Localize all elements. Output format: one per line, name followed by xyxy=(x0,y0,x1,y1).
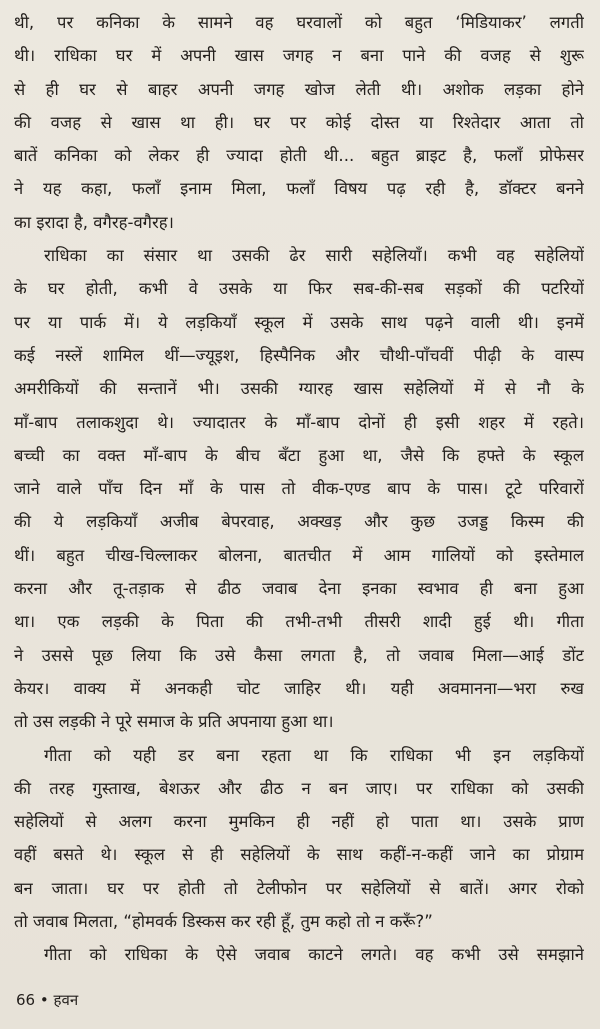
text-line: बातें कनिका को लेकर ही ज्यादा होती थी... बहुत ब्राइट है, फलाँ प्रोफेसर xyxy=(14,146,584,166)
text-line: गीता को यही डर बना रहता था कि राधिका भी इन लड़कियों xyxy=(44,745,584,765)
text-line: माँ-बाप तलाकशुदा थे। ज्यादातर के माँ-बाप दोनों ही इसी शहर में रहते। xyxy=(14,412,584,432)
paragraph xyxy=(14,938,584,971)
page-number: 66 xyxy=(16,991,36,1009)
text-line: की तरह गुस्ताख, बेशऊर और ढीठ न बन जाए। पर राधिका को उसकी xyxy=(14,778,584,798)
body-text xyxy=(14,6,584,972)
text-line: केयर। वाक्य में अनकही चोट जाहिर थी। यही अवमानना—भरा रुख xyxy=(14,678,584,698)
text-line: से ही घर से बाहर अपनी जगह खोज लेती थी। अशोक लड़का होने xyxy=(14,79,584,99)
text-line: थी। राधिका घर में अपनी खास जगह न बना पाने की वजह से शुरू xyxy=(14,46,584,66)
text-line: जाने वाले पाँच दिन माँ के पास तो वीक-एण्ड बाप के पास। टूटे परिवारों xyxy=(14,479,584,499)
page-footer xyxy=(16,990,78,1010)
text-line: का इरादा है, वगैरह-वगैरह। xyxy=(14,212,174,232)
text-line: सहेलियों से अलग करना मुमकिन ही नहीं हो पाता था। उसके प्राण xyxy=(14,812,584,832)
footer-separator: • xyxy=(39,991,49,1009)
text-line: थी, पर कनिका के सामने वह घरवालों को बहुत ‘मिडियाकर’ लगती xyxy=(14,13,584,32)
paragraph xyxy=(14,739,584,939)
text-line: राधिका का संसार था उसकी ढेर सारी सहेलियाँ। कभी वह सहेलियों xyxy=(44,246,584,266)
text-line: थीं। बहुत चीख-चिल्लाकर बोलना, बातचीत में आम गालियों को इस्तेमाल xyxy=(14,545,584,565)
text-line: बच्ची का वक्त माँ-बाप के बीच बँटा हुआ था, जैसे कि हफ्ते के स्कूल xyxy=(14,445,584,465)
text-line: अमरीकियों की सन्तानें भी। उसकी ग्यारह खास सहेलियों में से नौ के xyxy=(14,379,584,399)
text-line: करना और तू-तड़ाक से ढीठ जवाब देना इनका स्वभाव ही बना हुआ xyxy=(14,579,584,599)
text-line: ने उससे पूछ लिया कि उसे कैसा लगता है, तो जवाब मिला—आई डोंट xyxy=(14,645,584,665)
text-line: के घर होती, कभी वे उसके या फिर सब-की-सब सड़कों की पटरियों xyxy=(14,279,584,299)
text-line: वहीं बसते थे। स्कूल से ही सहेलियों के साथ कहीं-न-कहीं जाने का प्रोग्राम xyxy=(14,845,584,865)
text-line: पर या पार्क में। ये लड़कियाँ स्कूल में उसके साथ पढ़ने वाली थी। इनमें xyxy=(14,312,584,332)
paragraph xyxy=(14,239,584,738)
book-title: हवन xyxy=(53,991,79,1009)
text-line: ने यह कहा, फलाँ इनाम मिला, फलाँ विषय पढ़ रही है, डॉक्टर बनने xyxy=(14,179,584,199)
text-line: कई नस्लें शामिल थीं—ज्यूइश, हिस्पैनिक और चौथी-पाँचवीं पीढ़ी के वास्प xyxy=(14,345,584,365)
text-line: बन जाता। घर पर होती तो टेलीफोन पर सहेलियों से बातें। अगर रोको xyxy=(14,878,584,898)
text-line: तो जवाब मिलता, “होमवर्क डिस्कस कर रही हूँ, तुम कहो तो न करूँ?” xyxy=(14,912,433,932)
paragraph xyxy=(14,6,584,239)
text-line: था। एक लड़की के पिता की तभी-तभी तीसरी शादी हुई थी। गीता xyxy=(14,612,584,632)
text-line: की वजह से खास था ही। घर पर कोई दोस्त या रिश्तेदार आता तो xyxy=(14,112,584,132)
text-line: तो उस लड़की ने पूरे समाज के प्रति अपनाया हुआ था। xyxy=(14,712,334,732)
text-line: गीता को राधिका के ऐसे जवाब काटने लगते। वह कभी उसे समझाने xyxy=(44,945,584,965)
text-line: की ये लड़कियाँ अजीब बेपरवाह, अक्खड़ और कुछ उजड्ड किस्म की xyxy=(14,512,584,532)
